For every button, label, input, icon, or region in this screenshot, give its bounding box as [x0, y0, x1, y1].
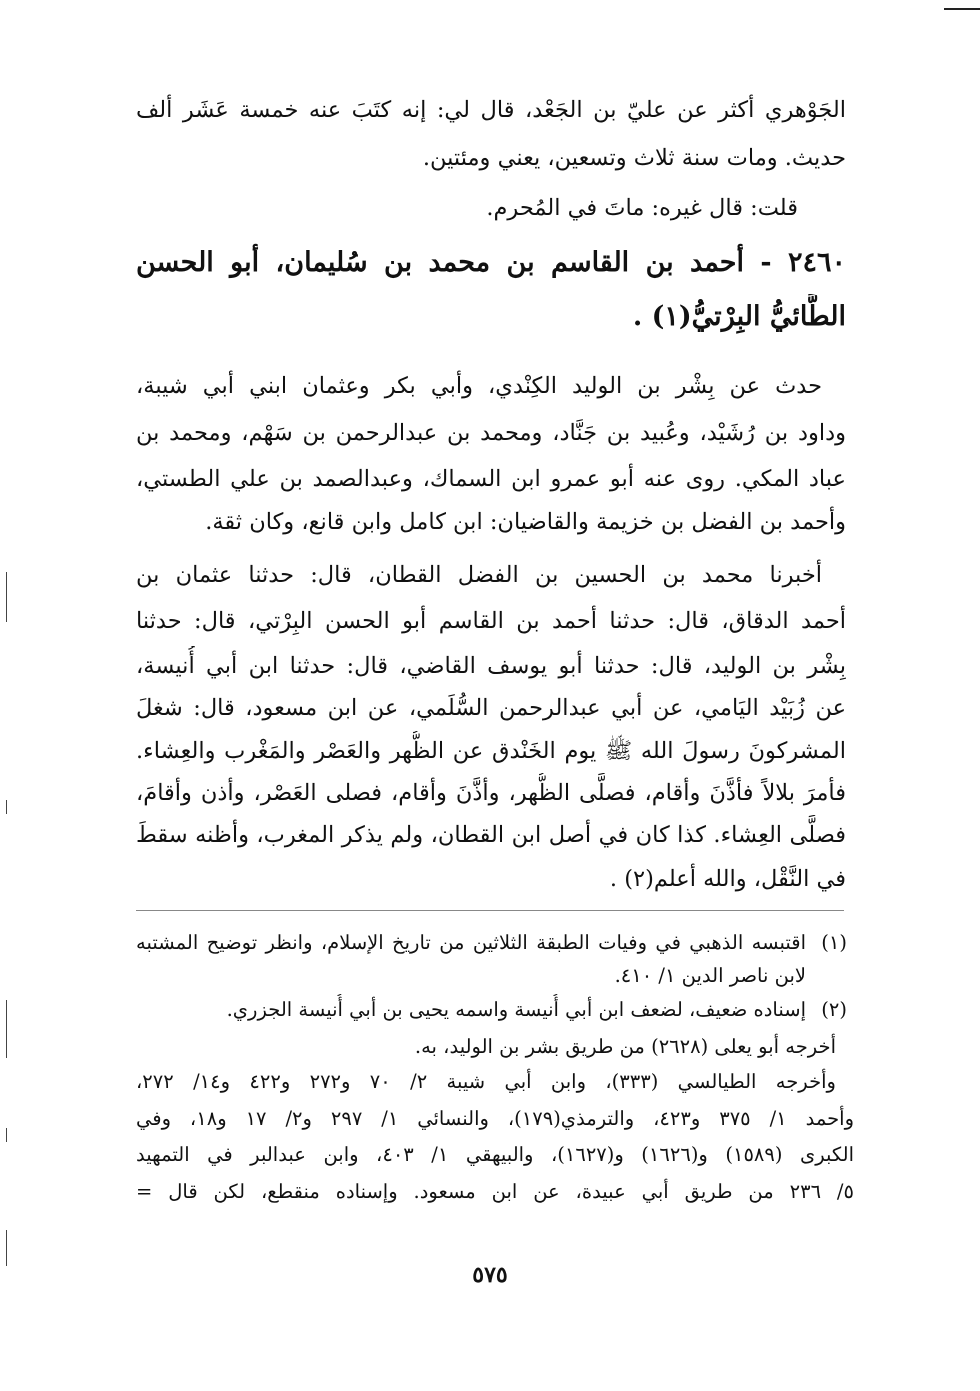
paragraph-line: قلت: قال غيره: ماتَ في المُحرم.	[486, 195, 798, 221]
paragraph-line: بِشْر بن الوليد، قال: حدثنا أبو يوسف القاضي، قال: حدثنا ابن أبي أُنيسة،	[136, 653, 846, 679]
footnote-line: إسناده ضعيف، لضعف ابن أبي أُنيسة واسمه يحيى بن أبي أُنيسة الجزري.	[226, 998, 806, 1021]
footnote-marker: (٢)	[821, 998, 847, 1021]
footnote-divider	[136, 910, 844, 911]
top-corner-rule	[944, 8, 980, 10]
paragraph-line: عباد المكي. روى عنه أبو عمرو ابن السماك، وعبدالصمد بن علي الطستي،	[136, 466, 846, 492]
paragraph-line: فأمرَ بلالاً فأذَّنَ وأقام، فصلَّى الظُّهر، وأذَّنَ وأقام، فصلى العَصْر، وأذن وأقامَ،	[136, 780, 846, 806]
paragraph-line: المشركونَ رسولَ الله ﷺ يوم الخَنْدق عن الظُّهر والعَصْر والمَغْرب والعِشاء.	[136, 738, 846, 764]
margin-mark	[6, 1000, 7, 1058]
footnote-line: وأخرجه الطيالسي (٣٣٣)، وابن أبي شيبة ٢/ ٧٠ و٢٧٢ و٤٢٢ و١٤/ ٢٧٢،	[136, 1070, 836, 1093]
footnote-line: ٥/ ٢٣٦ من طريق أبي عبيدة، عن ابن مسعود. وإسناده منقطع، لكن قال =	[136, 1180, 854, 1203]
footnote-line: اقتبسه الذهبي في وفيات الطبقة الثلاثين من تاريخ الإسلام، وانظر توضيح المشتبه	[136, 931, 806, 954]
margin-mark	[6, 1128, 7, 1142]
footnote-line: لابن ناصر الدين ١/ ٤١٠.	[614, 964, 806, 987]
entry-heading: الطَّائيُّ البِرْتيُّ(١) .	[632, 301, 846, 332]
paragraph-line: وأحمد بن الفضل بن خزيمة والقاضيان: ابن كامل وابن قانع، وكان ثقة.	[205, 509, 846, 535]
margin-mark	[6, 1230, 7, 1266]
page-number: ٥٧٥	[472, 1262, 508, 1288]
entry-heading: ٢٤٦٠ - أحمد بن القاسم بن محمد بن سُليمان، أبو الحسن	[136, 247, 846, 278]
paragraph-line: أحمد الدقاق، قال: حدثنا أحمد بن القاسم أبو الحسن البِرْتي، قال: حدثنا	[136, 608, 846, 634]
paragraph-line: وداود بن رُشَيْد، وعُبيد بن جَنَّاد، ومحمد بن عبدالرحمن بن سَهْم، ومحمد بن	[136, 420, 846, 446]
paragraph-line: في النَّقْل، والله أعلم(٢) .	[609, 866, 846, 892]
footnote-line: أخرجه أبو يعلى (٢٦٢٨) من طريق بشر بن الوليد، به.	[414, 1035, 836, 1058]
footnote-line: وأحمد ١/ ٣٧٥ و٤٢٣، والترمذي(١٧٩)، والنسائي ١/ ٢٩٧ و٢/ ١٧ و١٨، وفي	[136, 1107, 854, 1130]
margin-mark	[6, 572, 7, 622]
paragraph-line: أخبرنا محمد بن الحسين بن الفضل القطان، قال: حدثنا عثمان بن	[136, 562, 822, 588]
paragraph-line: فصلَّى العِشاء. كذا كان في أصل ابن القطان، ولم يذكر المغرب، وأظنه سقطَ	[136, 822, 846, 848]
footnote-marker: (١)	[821, 931, 847, 954]
paragraph-line: حديث. ومات سنة ثلاث وتسعين، يعني ومئتين.	[422, 145, 846, 171]
paragraph-line: حدث عن بِشْر بن الوليد الكِنْدي، وأبي بكر وعثمان ابني أبي شيبة،	[136, 373, 822, 399]
footnote-line: الكبرى (١٥٨٩) و(١٦٢٦) و(١٦٢٧)، والبيهقي ١/ ٤٠٣، وابن عبدالبر في التمهيد	[136, 1143, 854, 1166]
paragraph-line: عن زُبَيْد اليَامي، عن أبي عبدالرحمن السُّلَمي، عن ابن مسعود، قال: شغلَ	[136, 695, 846, 721]
margin-mark	[6, 800, 7, 814]
paragraph-line: الجَوْهري أكثر عن عليّ بن الجَعْد، قال لي: إنه كتَبَ عنه خمسة عَشَر ألف	[136, 97, 846, 123]
